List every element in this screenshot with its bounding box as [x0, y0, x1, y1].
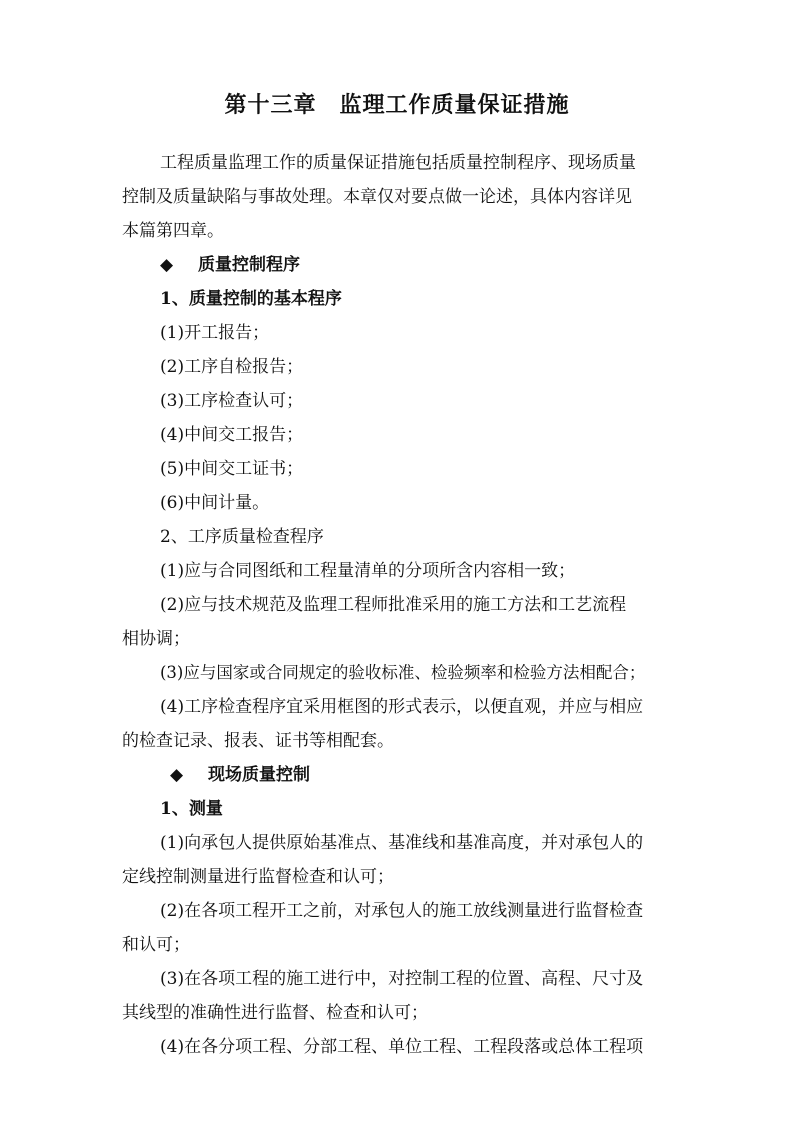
intro-line-2: 控制及质量缺陷与事故处理。本章仅对要点做一论述，具体内容详见 [122, 187, 632, 207]
paragraph-line: (1)向承包人提供原始基准点、基准线和基准高度，并对承包人的 [160, 833, 644, 853]
intro-line-3: 本篇第四章。 [122, 221, 224, 241]
section-heading-text: 质量控制程序 [198, 255, 300, 275]
section-heading-quality-control-procedure [160, 254, 300, 276]
subheading-basic-procedure: 1、质量控制的基本程序 [160, 289, 342, 309]
list-item: (1)开工报告； [160, 323, 270, 343]
paragraph-line: (2)应与技术规范及监理工程师批准采用的施工方法和工艺流程 [160, 595, 627, 615]
diamond-bullet-icon: ◆ [170, 765, 184, 785]
section-heading-site-quality-control [170, 764, 310, 786]
subheading-survey: 1、测量 [160, 799, 223, 819]
list-item: (3)工序检查认可； [160, 391, 304, 411]
list-item: (4)中间交工报告； [160, 425, 304, 445]
paragraph-line: (2)在各项工程开工之前，对承包人的施工放线测量进行监督检查 [160, 901, 644, 921]
list-item: (5)中间交工证书； [160, 459, 304, 479]
paragraph-line: 其线型的准确性进行监督、检查和认可； [122, 1003, 428, 1023]
paragraph-line: (3)在各项工程的施工进行中，对控制工程的位置、高程、尺寸及 [160, 969, 644, 989]
paragraph-line: (3)应与国家或合同规定的验收标准、检验频率和检验方法相配合； [160, 663, 646, 682]
chapter-title: 第十三章 监理工作质量保证措施 [224, 92, 570, 118]
list-item: (2)工序自检报告； [160, 357, 304, 377]
paragraph-line: (1)应与合同图纸和工程量清单的分项所含内容相一致； [160, 561, 576, 581]
paragraph-line: (4)工序检查程序宜采用框图的形式表示，以便直观，并应与相应 [160, 697, 644, 717]
paragraph-line: 相协调； [122, 629, 190, 649]
intro-line-1: 工程质量监理工作的质量保证措施包括质量控制程序、现场质量 [160, 153, 636, 173]
paragraph-line: (4)在各分项工程、分部工程、单位工程、工程段落或总体工程项 [160, 1037, 644, 1057]
diamond-bullet-icon: ◆ [160, 255, 174, 275]
list-item: (6)中间计量。 [160, 493, 270, 513]
paragraph-line: 定线控制测量进行监督检查和认可； [122, 867, 394, 887]
subheading-process-inspection: 2、工序质量检查程序 [160, 527, 324, 547]
section-heading-text: 现场质量控制 [208, 765, 310, 785]
paragraph-line: 和认可； [122, 935, 190, 955]
paragraph-line: 的检查记录、报表、证书等相配套。 [122, 731, 394, 751]
